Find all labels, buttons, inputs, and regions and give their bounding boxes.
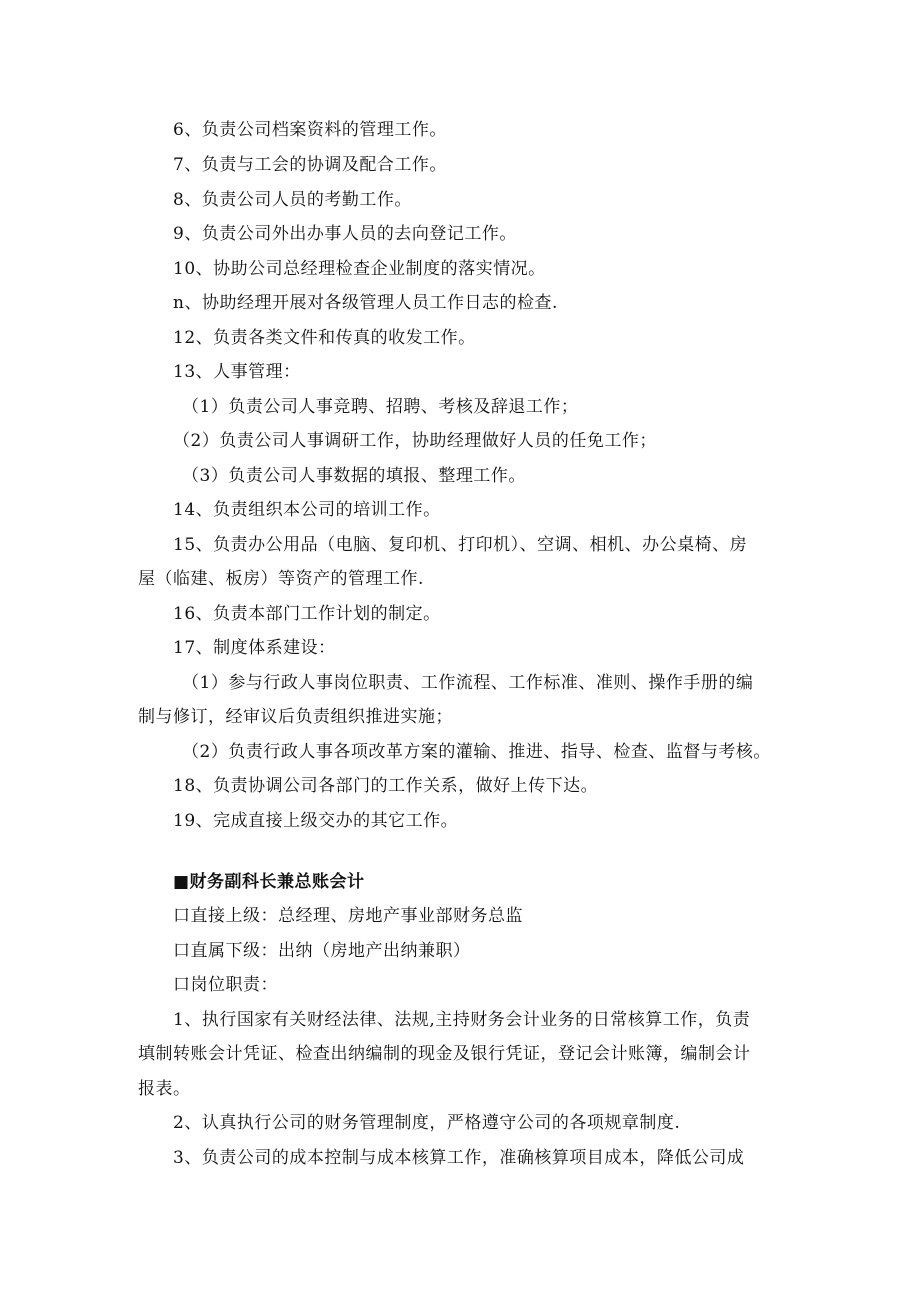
text-line: 制与修订，经审议后负责组织推进实施；: [138, 707, 453, 727]
text-line: 口直接上级：总经理、房地产事业部财务总监: [173, 906, 523, 926]
text-line: 填制转账会计凭证、检查出纳编制的现金及银行凭证，登记会计账簿，编制会计: [138, 1044, 751, 1064]
text-line: 12、负责各类文件和传真的收发工作。: [173, 328, 476, 348]
text-line: 17、制度体系建设：: [173, 638, 336, 658]
text-line: n、协助经理开展对各级管理人员工作日志的检查.: [173, 293, 558, 313]
section-title: ■财务副科长兼总账会计: [173, 872, 365, 892]
text-line: 6、负责公司档案资料的管理工作。: [173, 120, 447, 140]
text-line: 19、完成直接上级交办的其它工作。: [173, 811, 459, 831]
text-line: （2）负责公司人事调研工作，协助经理做好人员的任免工作；: [173, 431, 657, 451]
text-line: 14、负责组织本公司的培训工作。: [173, 500, 441, 520]
text-line: 10、协助公司总经理检查企业制度的落实情况。: [173, 259, 546, 279]
text-line: 8、负责公司人员的考勤工作。: [173, 190, 412, 210]
text-line: 13、人事管理：: [173, 362, 301, 382]
text-line: （2）负责行政人事各项改革方案的灌输、推进、指导、检查、监督与考核。: [182, 742, 771, 762]
text-line: （3）负责公司人事数据的填报、整理工作。: [182, 466, 526, 486]
text-line: （1）参与行政人事岗位职责、工作流程、工作标准、准则、操作手册的编: [182, 673, 754, 693]
text-line: 3、负责公司的成本控制与成本核算工作，准确核算项目成本，降低公司成: [173, 1148, 745, 1168]
text-line: 1、执行国家有关财经法律、法规,主持财务会计业务的日常核算工作，负责: [173, 1010, 751, 1030]
text-line: 9、负责公司外出办事人员的去向登记工作。: [173, 224, 517, 244]
text-line: 16、负责本部门工作计划的制定。: [173, 604, 441, 624]
text-line: 15、负责办公用品（电脑、复印机、打印机）、空调、相机、办公桌椅、房: [173, 535, 748, 555]
text-line: 口直属下级：出纳（房地产出纳兼职）: [173, 941, 471, 961]
text-line: 报表。: [138, 1079, 191, 1099]
text-line: 2、认真执行公司的财务管理制度，严格遵守公司的各项规章制度.: [173, 1113, 681, 1133]
text-line: （1）负责公司人事竞聘、招聘、考核及辞退工作；: [182, 397, 579, 417]
text-line: 18、负责协调公司各部门的工作关系，做好上传下达。: [173, 776, 599, 796]
text-line: 屋（临建、板房）等资产的管理工作.: [138, 569, 424, 589]
text-line: 口岗位职责：: [173, 975, 278, 995]
text-line: 7、负责与工会的协调及配合工作。: [173, 155, 447, 175]
